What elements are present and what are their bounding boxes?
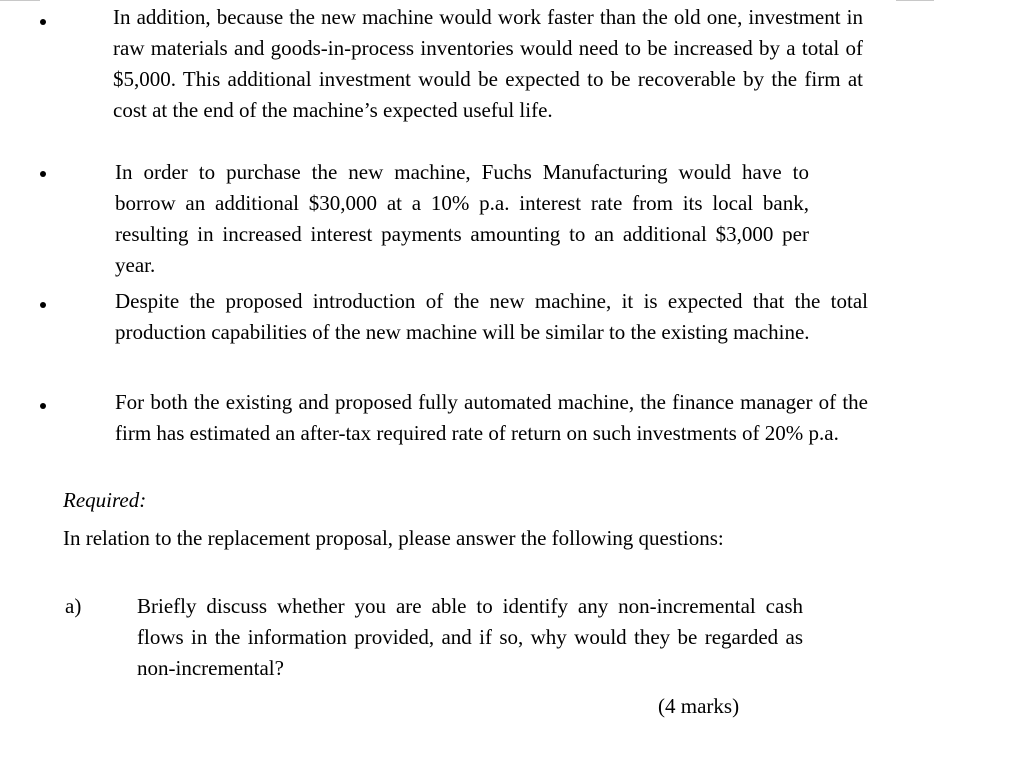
- bullet-paragraph: Despite the proposed introduction of the new machine, it is expected that the total production capabilities of the new machine will be similar to the existing machine.: [115, 289, 868, 344]
- top-rule-left: [0, 0, 40, 1]
- required-label: Required:: [63, 488, 147, 512]
- question-text: Briefly discuss whether you are able to identify any non-incremental cash flows in the information provided, and if so, why would they be regarded as non-incremental?: [137, 594, 803, 680]
- question-marker: a): [65, 594, 82, 618]
- bullet-icon: [40, 171, 46, 177]
- bullet-paragraph: In order to purchase the new machine, Fuchs Manufacturing would have to borrow an additional $30,000 at a 10% p.a. interest rate from its local bank, resulting in increased interest payments amounting to an additional $3,000 per year.: [115, 160, 809, 277]
- bullet-paragraph: For both the existing and proposed fully automated machine, the finance manager of the firm has estimated an after-tax required rate of return on such investments of 20% p.a.: [115, 390, 868, 445]
- top-rule-right: [896, 0, 934, 1]
- question-marks: (4 marks): [658, 694, 740, 718]
- bullet-icon: [40, 19, 46, 25]
- bullet-icon: [40, 302, 46, 308]
- bullet-icon: [40, 403, 46, 409]
- bullet-paragraph: In addition, because the new machine would work faster than the old one, investment in raw materials and goods-in-process inventories would need to be increased by a total of $5,000. This additional investment would be expected to be recoverable by the firm at cost at the end of the machine’s expected useful life.: [113, 5, 863, 122]
- question-intro: In relation to the replacement proposal, please answer the following questions:: [63, 526, 724, 550]
